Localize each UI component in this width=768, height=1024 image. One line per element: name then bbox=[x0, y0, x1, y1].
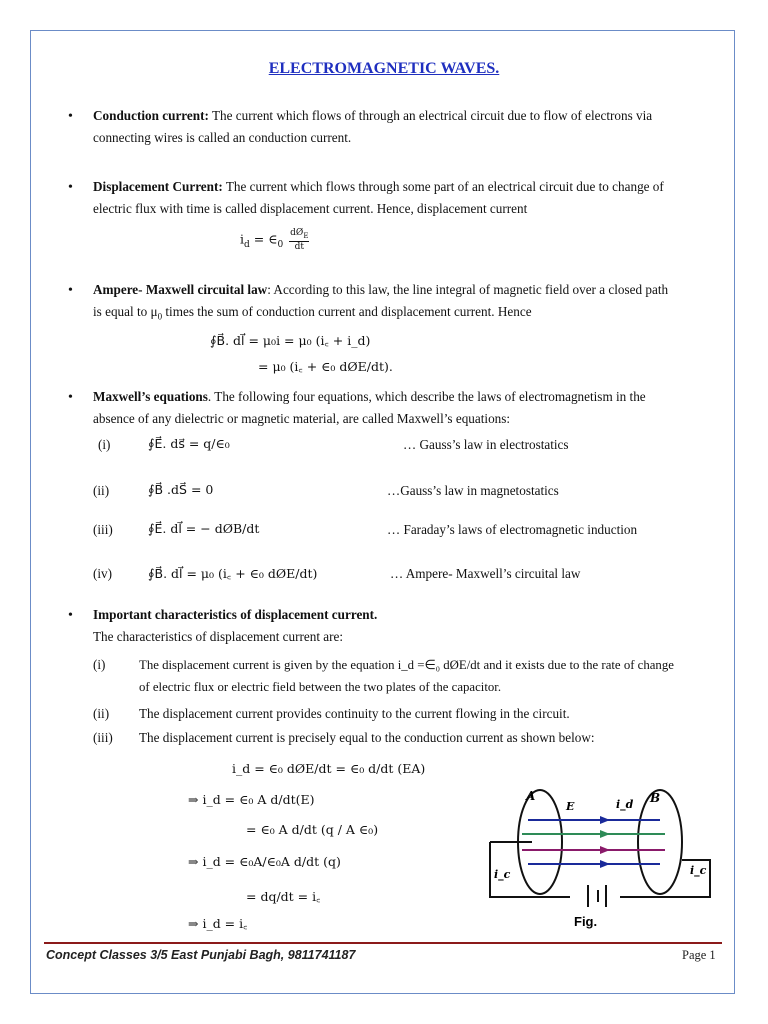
page-number: Page 1 bbox=[682, 948, 716, 962]
displacement-paragraph bbox=[93, 176, 733, 220]
displacement-text-2: electric flux with time is called displacement current. Hence, displacement current bbox=[93, 201, 528, 216]
fig-label-id: i_d bbox=[616, 798, 634, 811]
maxwell-num-1: (i) bbox=[98, 437, 111, 452]
maxwell-eq-4: ∮B⃗. dl⃗ = μ₀ (i꜀ + ∈₀ dØE/dt) bbox=[148, 566, 318, 581]
conduction-label: Conduction current: bbox=[93, 108, 209, 123]
maxwell-text-1: . The following four equations, which describe the laws of electromagnetism in the bbox=[207, 389, 646, 404]
ampere-text-1: : According to this law, the line integral of magnetic field over a closed path bbox=[267, 282, 669, 297]
fig-label-ic-right: i_c bbox=[690, 864, 707, 877]
page-title: ELECTROMAGNETIC WAVES. bbox=[268, 60, 500, 77]
char-text-2: The displacement current provides continuity to the current flowing in the circuit. bbox=[139, 706, 570, 721]
ampere-equation-2: = μ₀ (i꜀ + ∈₀ dØE/dt). bbox=[258, 359, 393, 374]
bullet-dot: • bbox=[68, 283, 73, 298]
bullet-dot: • bbox=[68, 180, 73, 195]
characteristics-intro: The characteristics of displacement current are: bbox=[93, 629, 344, 644]
capacitor-figure bbox=[460, 782, 730, 932]
arrow-3 bbox=[600, 846, 610, 854]
ampere-paragraph: Ampere- Maxwell circuital law: According to this law, the line integral of magnetic field over a closed path is equal to $\mu_0$ times the sum of conduction current and displacement current. Hence bbox=[93, 282, 669, 322]
derivation-line-5: = dq/dt = i꜀ bbox=[246, 889, 321, 904]
char-num-1: (i) bbox=[93, 657, 106, 672]
derivation-line-1: i_d = ∈₀ dØE/dt = ∈₀ d/dt (EA) bbox=[232, 761, 426, 776]
maxwell-label: Maxwell’s equations bbox=[93, 389, 208, 404]
maxwell-desc-1: … Gauss’s law in electrostatics bbox=[403, 437, 569, 452]
footer-rule bbox=[44, 942, 722, 944]
ampere-label: Ampere- Maxwell circuital law bbox=[93, 282, 268, 297]
bullet-dot: • bbox=[68, 390, 73, 405]
characteristics-paragraph bbox=[93, 604, 738, 648]
plate-b bbox=[638, 790, 682, 894]
conduction-paragraph bbox=[93, 105, 733, 149]
char-text-3: The displacement current is precisely equal to the conduction current as shown below: bbox=[139, 730, 595, 745]
char-text-1: The displacement current is given by the equation i_d =∈₀ dØE/dt and it exists due to the rate of change of electric flux or electric field between the two plates of the capacitor. bbox=[139, 658, 674, 694]
char-num-3: (iii) bbox=[93, 730, 113, 745]
ampere-text-2: is equal to μ bbox=[93, 304, 158, 319]
char-num-2: (ii) bbox=[93, 706, 110, 721]
bullet-dot: • bbox=[68, 109, 73, 124]
conduction-text-1: The current which flows of through an electrical circuit due to flow of electrons via bbox=[211, 108, 653, 123]
conduction-text-2: connecting wires is called an conduction current. bbox=[93, 130, 352, 145]
ampere-equation-1: ∮B⃗. dl⃗ = μ₀i = μ₀ (i꜀ + i_d) bbox=[210, 333, 371, 348]
maxwell-paragraph bbox=[93, 386, 738, 430]
displacement-label: Displacement Current: bbox=[93, 179, 223, 194]
displacement-equation: $i_d$ = $\in_0$ $\frac{dØ_E}{dt}$ bbox=[240, 228, 309, 252]
maxwell-num-4: (iv) bbox=[93, 566, 113, 581]
maxwell-desc-2: …Gauss’s law in magnetostatics bbox=[387, 483, 559, 498]
bullet-dot: • bbox=[68, 608, 73, 623]
maxwell-desc-4: … Ampere- Maxwell’s circuital law bbox=[390, 566, 581, 581]
maxwell-num-3: (iii) bbox=[93, 522, 113, 537]
fig-label-b: B bbox=[650, 791, 661, 805]
fig-label-e: E bbox=[566, 800, 575, 813]
maxwell-eq-3: ∮E⃗. dl⃗ = − dØB/dt bbox=[148, 521, 260, 536]
displacement-text-1: The current which flows through some part of an electrical circuit due to change of bbox=[225, 179, 664, 194]
maxwell-num-2: (ii) bbox=[93, 483, 110, 498]
footer-address: Concept Classes 3/5 East Punjabi Bagh, 9811741187 bbox=[46, 948, 356, 962]
fig-caption: Fig. bbox=[574, 914, 598, 929]
arrow-2 bbox=[600, 830, 610, 838]
derivation-line-3: = ∈₀ A d/dt (q / A ∈₀) bbox=[246, 822, 379, 837]
derivation-line-2: ⇒ i_d = ∈₀ A d/dt(E) bbox=[188, 792, 315, 807]
fig-label-a: A bbox=[526, 789, 536, 803]
maxwell-eq-1: ∮E⃗. ds⃗ = q/∈₀ bbox=[148, 436, 230, 451]
maxwell-eq-2: ∮B⃗ .dS⃗ = 0 bbox=[148, 482, 214, 497]
derivation-line-6: ⇒ i_d = i꜀ bbox=[188, 916, 248, 931]
maxwell-desc-3: … Faraday’s laws of electromagnetic induction bbox=[387, 522, 638, 537]
arrow-4 bbox=[600, 860, 610, 868]
fig-label-ic-left: i_c bbox=[494, 868, 511, 881]
derivation-line-4: ⇒ i_d = ∈₀A/∈₀A d/dt (q) bbox=[188, 854, 341, 869]
characteristics-label: Important characteristics of displacement current. bbox=[93, 607, 378, 622]
maxwell-text-2: absence of any dielectric or magnetic material, are called Maxwell’s equations: bbox=[93, 411, 511, 426]
arrow-1 bbox=[600, 816, 610, 824]
